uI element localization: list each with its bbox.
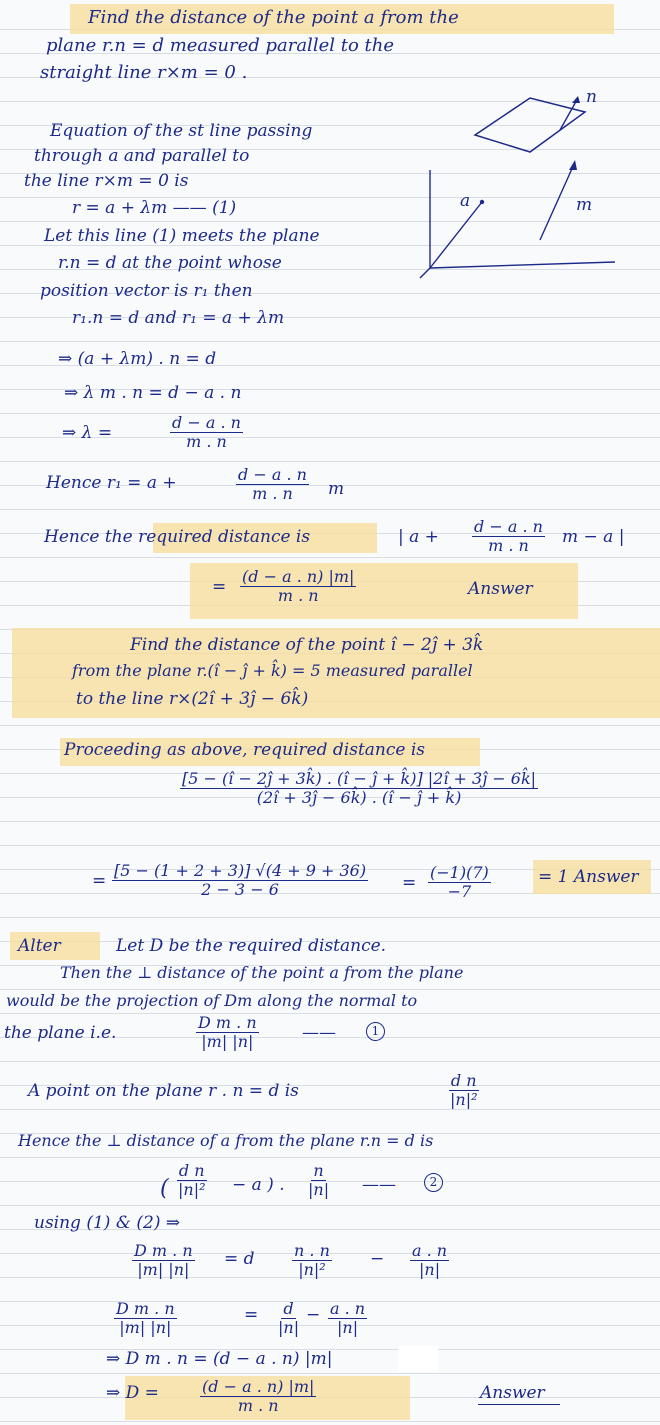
fraction-denominator: |n| [308,1179,330,1199]
problem1-line2: plane r.n = d measured parallel to the [46,35,394,56]
diagram-label-m: m [576,195,593,215]
u3: ⇒ D m . n = (d − a . n) |m| [106,1349,333,1369]
fraction-numerator: d n [450,1071,477,1090]
solution2-fraction-1 [180,770,538,806]
eq2-fraction-1 [176,1162,208,1198]
fraction-denominator: m . n [277,585,319,605]
solution1-step2: ⇒ λ m . n = d − a . n [64,383,242,403]
fraction-denominator: (2î + 3ĵ − 6k̂) . (î − ĵ + k̂) [256,787,462,807]
fraction-numerator: D m . n [134,1241,193,1260]
fraction-numerator: d − a . n [238,465,307,484]
eq2-open: ( [160,1176,169,1201]
fraction-denominator: −7 [447,881,472,901]
fraction-numerator: (−1)(7) [430,863,489,882]
result-fraction [240,568,356,604]
fraction-numerator: (d − a . n) |m| [202,1377,315,1396]
fraction-denominator: 2 − 3 − 6 [201,879,279,899]
fraction-denominator: |m| |n| [119,1317,172,1337]
equation-tag-2 [424,1172,443,1192]
equation-tag-1 [366,1021,385,1041]
problem2-l2: from the plane r.(î − ĵ + k̂) = 5 measured parallel [72,661,473,680]
solution1-step3: ⇒ λ = [62,423,113,443]
fraction-denominator: |n|² [298,1259,326,1279]
u2-eq: = [244,1305,259,1325]
fraction-denominator: |n| [419,1259,441,1279]
u1-minus: − [370,1249,385,1269]
solution1-step1: ⇒ (a + λm) . n = d [58,349,217,369]
fraction-numerator: [5 − (î − 2ĵ + 3k̂) . (î − ĵ + k̂)] |2î + 3ĵ − 6k̂| [182,769,537,788]
u1-right-fraction [292,1242,332,1278]
fraction-denominator: |m| |n| [137,1259,190,1279]
problem1-line3: straight line r×m = 0 . [40,62,248,83]
solution1-l5: Let this line (1) meets the plane [44,226,320,246]
line-m-arrowhead [569,160,577,170]
plane-shape [475,98,585,152]
fraction-denominator: |n|² [178,1179,206,1199]
solution2-l1: Proceeding as above, required distance is [64,740,426,760]
point-a [480,200,484,204]
distance-expr-close: m − a | [562,527,625,547]
problem2-l1: Find the distance of the point î − 2ĵ + 3k̂ [130,635,484,655]
u2-right2-fraction [328,1300,367,1336]
white-patch [398,1346,438,1372]
fraction-numerator: n . n [294,1241,330,1260]
position-vector-a [430,202,482,268]
fraction-numerator: D m . n [116,1299,175,1318]
diagram-label-n: n [586,87,597,107]
hence-r1-m: m [328,479,345,499]
alter-l2: Then the ⊥ distance of the point a from the plane [60,963,464,982]
solution1-l6: r.n = d at the point whose [58,253,282,273]
solution1-l2: through a and parallel to [34,146,250,166]
eq2-mid: − a ) . [232,1175,285,1195]
line-m [540,162,575,240]
solution1-l1: Equation of the st line passing [50,121,313,141]
fraction-numerator: a . n [412,1241,448,1260]
u4-label: ⇒ D = [106,1383,159,1403]
fraction-denominator: |n| [278,1317,300,1337]
u2-minus: − [306,1305,321,1325]
final-answer-underline [478,1404,560,1405]
fraction-numerator: d − a . n [172,413,241,432]
result-equals: = [212,577,227,597]
equation-tag-dash-2: —— [362,1175,396,1195]
solution1-l3: the line r×m = 0 is [24,171,189,191]
x-axis [420,268,430,278]
hence-r1-fraction [236,466,309,502]
projection-fraction [196,1014,259,1050]
final-answer: Answer [480,1383,545,1403]
distance-expr-open: | a + [398,527,439,547]
fraction-numerator: n [313,1161,324,1180]
plane-diagram [420,87,620,280]
fraction-denominator: |n| [337,1317,359,1337]
distance-expr-fraction [472,518,545,554]
normal-arrowhead [572,96,580,103]
alter-l3: would be the projection of Dm along the normal to [6,991,418,1010]
fraction-numerator: D m . n [198,1013,257,1032]
alter-l5: A point on the plane r . n = d is [28,1081,299,1101]
alter-l4: the plane i.e. [4,1023,117,1043]
solution2-eq: = [92,871,107,891]
fraction-denominator: m . n [237,1395,279,1415]
alter-l6: Hence the ⊥ distance of a from the plane r.n = d is [18,1131,434,1150]
u1-eq: = d [224,1249,255,1269]
y-axis [430,262,615,268]
problem2-l3: to the line r×(2î + 3ĵ − 6k̂) [76,689,309,709]
solution1-l7: position vector is r₁ then [40,281,253,301]
solution1-l4: r = a + λm —— (1) [72,198,237,218]
fraction-numerator: [5 − (1 + 2 + 3)] √(4 + 9 + 36) [114,861,367,880]
fraction-denominator: m . n [488,535,529,555]
solution1-step3-fraction [170,414,243,450]
alter-l1: Let D be the required distance. [116,936,387,956]
equation-tag-dash-1: —— [302,1023,336,1043]
alter-label: Alter [18,936,61,956]
fraction-numerator: d − a . n [474,517,543,536]
fraction-numerator: a . n [330,1299,366,1318]
fraction-numerator: d n [178,1161,205,1180]
u2-right-fraction [276,1300,301,1336]
circled-number-1: 1 [366,1022,385,1041]
using-1-and-2: using (1) & (2) ⇒ [34,1213,181,1233]
answer-2: = 1 Answer [538,867,639,887]
answer-1: Answer [468,579,533,599]
u1-left-fraction [132,1242,195,1278]
u1-right2-fraction [410,1242,449,1278]
required-distance-label: Hence the required distance is [44,527,311,547]
solution1-l8: r₁.n = d and r₁ = a + λm [72,308,285,328]
fraction-numerator: d [283,1299,294,1318]
solution2-fraction-3 [428,864,491,900]
final-fraction [200,1378,316,1414]
solution2-fraction-2 [112,862,368,898]
u2-left-fraction [114,1300,177,1336]
hence-r1-label: Hence r₁ = a + [46,473,177,493]
circled-number-2: 2 [424,1173,443,1192]
solution2-eq2: = [402,873,417,893]
diagram-label-a: a [460,191,471,211]
point-on-plane-fraction [448,1072,480,1108]
fraction-denominator: |m| |n| [201,1031,254,1051]
fraction-denominator: m . n [186,431,227,451]
fraction-denominator: m . n [252,483,293,503]
eq2-fraction-2 [306,1162,331,1198]
fraction-numerator: (d − a . n) |m| [242,567,355,586]
problem1-line1: Find the distance of the point a from the [88,7,459,28]
fraction-denominator: |n|² [450,1089,478,1109]
